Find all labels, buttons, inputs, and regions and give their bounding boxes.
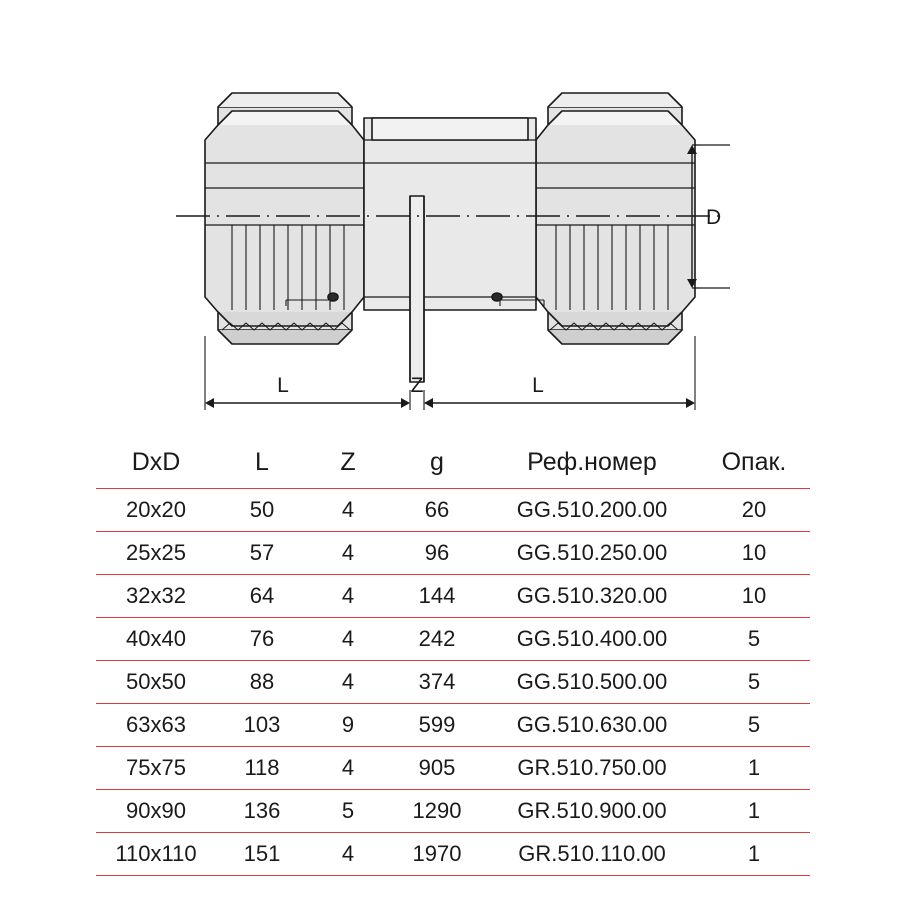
cell-pack: 5: [698, 618, 810, 661]
left-nut-outline: [205, 107, 364, 330]
cell-z: 4: [308, 833, 388, 876]
center-body: [364, 118, 536, 310]
center-body-top: [372, 118, 528, 140]
product-drawing: [0, 0, 900, 430]
cell-l: 103: [216, 704, 308, 747]
cell-z: 4: [308, 661, 388, 704]
cell-dxd: 110x110: [96, 833, 216, 876]
cell-dxd: 63x63: [96, 704, 216, 747]
cell-z: 5: [308, 790, 388, 833]
cell-ref: GR.510.110.00: [486, 833, 698, 876]
table-row: [96, 575, 810, 618]
cell-g: 66: [388, 489, 486, 532]
table-row: [96, 532, 810, 575]
cell-dxd: 75x75: [96, 747, 216, 790]
cell-pack: 10: [698, 575, 810, 618]
cell-ref: GG.510.200.00: [486, 489, 698, 532]
column-header-g: g: [388, 436, 486, 489]
cell-pack: 20: [698, 489, 810, 532]
cell-z: 4: [308, 532, 388, 575]
cell-dxd: 40x40: [96, 618, 216, 661]
table-head: [96, 436, 810, 489]
left-nut-ring: [218, 312, 352, 326]
cell-l: 118: [216, 747, 308, 790]
dim-label-z: Z: [410, 374, 424, 397]
l-left-arrow-end: [401, 398, 410, 408]
cell-ref: GG.510.250.00: [486, 532, 698, 575]
l-left-arrow-start: [205, 398, 214, 408]
cell-ref: GR.510.750.00: [486, 747, 698, 790]
cell-g: 905: [388, 747, 486, 790]
l-right-arrow-start: [424, 398, 433, 408]
cell-z: 4: [308, 575, 388, 618]
table-row: [96, 747, 810, 790]
cell-l: 88: [216, 661, 308, 704]
cell-dxd: 32x32: [96, 575, 216, 618]
cell-ref: GG.510.500.00: [486, 661, 698, 704]
cell-ref: GG.510.400.00: [486, 618, 698, 661]
cell-l: 64: [216, 575, 308, 618]
cell-g: 1290: [388, 790, 486, 833]
cell-ref: GR.510.900.00: [486, 790, 698, 833]
left-nut-cap-inner: [218, 111, 352, 125]
cell-g: 96: [388, 532, 486, 575]
cell-ref: GG.510.320.00: [486, 575, 698, 618]
center-rib: [410, 196, 424, 382]
table-row: [96, 661, 810, 704]
right-nut-ring-lower: [548, 330, 682, 344]
cell-z: 4: [308, 489, 388, 532]
left-nut-cap: [218, 93, 352, 107]
cell-g: 1970: [388, 833, 486, 876]
cell-z: 4: [308, 618, 388, 661]
dim-label-l-left: L: [277, 374, 289, 397]
cell-dxd: 90x90: [96, 790, 216, 833]
cell-pack: 10: [698, 532, 810, 575]
cell-z: 4: [308, 747, 388, 790]
cell-l: 76: [216, 618, 308, 661]
cell-pack: 1: [698, 747, 810, 790]
cell-pack: 1: [698, 833, 810, 876]
column-header-dxd: DxD: [96, 436, 216, 489]
table-row: [96, 489, 810, 532]
cell-dxd: 25x25: [96, 532, 216, 575]
cell-g: 144: [388, 575, 486, 618]
column-header-pack: Опак.: [698, 436, 810, 489]
column-header-l: L: [216, 436, 308, 489]
table-row: [96, 833, 810, 876]
cell-dxd: 50x50: [96, 661, 216, 704]
cell-l: 57: [216, 532, 308, 575]
table-row: [96, 704, 810, 747]
cell-ref: GG.510.630.00: [486, 704, 698, 747]
cell-pack: 5: [698, 704, 810, 747]
dim-label-d: D: [706, 206, 722, 229]
dim-label-l-right: L: [532, 374, 544, 397]
cell-g: 374: [388, 661, 486, 704]
specification-table: [96, 436, 810, 876]
right-nut-outline: [536, 107, 695, 330]
left-nut-ring-lower: [218, 330, 352, 344]
right-nut-cap: [548, 93, 682, 107]
l-right-arrow-end: [686, 398, 695, 408]
cell-l: 136: [216, 790, 308, 833]
cell-l: 50: [216, 489, 308, 532]
right-nut-cap-inner: [548, 111, 682, 125]
cell-l: 151: [216, 833, 308, 876]
column-header-z: Z: [308, 436, 388, 489]
cell-pack: 5: [698, 661, 810, 704]
cell-pack: 1: [698, 790, 810, 833]
column-header-ref: Реф.номер: [486, 436, 698, 489]
table-header-row: [96, 436, 810, 489]
cell-z: 9: [308, 704, 388, 747]
table-body: [96, 489, 810, 876]
specification-table-container: [96, 436, 810, 876]
right-nut-ring: [548, 312, 682, 326]
cell-dxd: 20x20: [96, 489, 216, 532]
table-row: [96, 790, 810, 833]
cell-g: 242: [388, 618, 486, 661]
table-row: [96, 618, 810, 661]
cell-g: 599: [388, 704, 486, 747]
